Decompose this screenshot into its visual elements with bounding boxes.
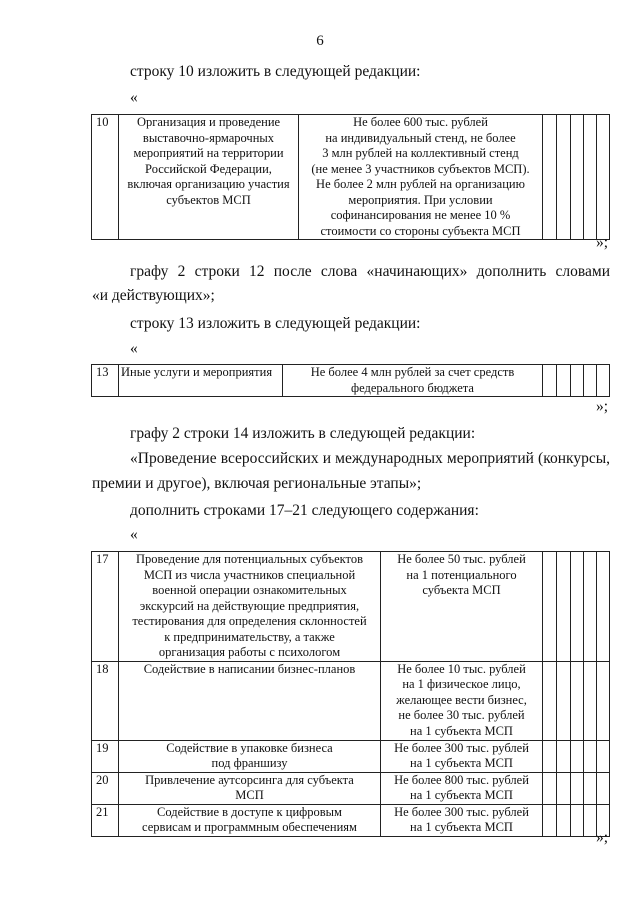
empty-cell — [571, 772, 584, 804]
empty-cell — [584, 804, 597, 836]
instruction-row-12: графу 2 строки 12 после слова «начинающих» дополнить словами — [130, 263, 610, 280]
row-number: 19 — [92, 740, 119, 772]
row-number: 10 — [92, 115, 119, 240]
empty-cell — [597, 365, 610, 397]
empty-cell — [597, 772, 610, 804]
table-row-13 — [91, 364, 610, 397]
table-row-10 — [91, 114, 610, 240]
opening-quote: « — [130, 526, 138, 543]
empty-cell — [571, 115, 584, 240]
empty-cell — [584, 552, 597, 662]
instruction-row-12-cont: «и действующих»; — [92, 287, 215, 304]
row-number: 17 — [92, 552, 119, 662]
empty-cell — [543, 661, 557, 740]
empty-cell — [557, 772, 571, 804]
instruction-row-13: строку 13 изложить в следующей редакции: — [130, 315, 421, 332]
empty-cell — [571, 804, 584, 836]
empty-cell — [584, 661, 597, 740]
instruction-row-14: графу 2 строки 14 изложить в следующей редакции: — [130, 425, 476, 442]
funding-limit: Не более 800 тыс. рублей на 1 субъекта МСП — [381, 772, 543, 804]
empty-cell — [584, 772, 597, 804]
funding-limit: Не более 300 тыс. рублей на 1 субъекта МСП — [381, 804, 543, 836]
measure-name: Привлечение аутсорсинга для субъекта МСП — [119, 772, 381, 804]
row-number: 21 — [92, 804, 119, 836]
empty-cell — [557, 365, 571, 397]
empty-cell — [543, 115, 557, 240]
empty-cell — [557, 804, 571, 836]
empty-cell — [571, 740, 584, 772]
page-number: 6 — [316, 33, 324, 49]
closing-quote: »; — [596, 234, 609, 251]
instruction-row-10: строку 10 изложить в следующей редакции: — [130, 63, 421, 80]
row-number: 20 — [92, 772, 119, 804]
empty-cell — [584, 740, 597, 772]
funding-limit: Не более 10 тыс. рублей на 1 физическое лицо, желающее вести бизнес, не более 30 тыс. рублей на 1 субъекта МСП — [381, 661, 543, 740]
empty-cell — [557, 552, 571, 662]
new-row-14-text-cont: премии и другое), включая региональные этапы»; — [92, 475, 422, 492]
empty-cell — [571, 552, 584, 662]
table-rows-17-21 — [91, 551, 610, 837]
measure-name: Содействие в написании бизнес-планов — [119, 661, 381, 740]
empty-cell — [597, 740, 610, 772]
empty-cell — [557, 115, 571, 240]
measure-name: Организация и проведение выставочно-ярмарочных мероприятий на территории Российской Федерации, включая организацию участия субъектов МСП — [119, 115, 299, 240]
funding-limit: Не более 50 тыс. рублей на 1 потенциального субъекта МСП — [381, 552, 543, 662]
empty-cell — [571, 365, 584, 397]
empty-cell — [543, 365, 557, 397]
measure-name: Проведение для потенциальных субъектов МСП из числа участников специальной военной операции ознакомительных экскурсий на действующие предприятия, тестирования для определения склонностей к предпринимательству, а также организация работы с психологом — [119, 552, 381, 662]
row-number: 18 — [92, 661, 119, 740]
row-number: 13 — [92, 365, 119, 397]
funding-limit: Не более 600 тыс. рублей на индивидуальный стенд, не более 3 млн рублей на коллективный стенд (не менее 3 участников субъектов МСП). Не более 2 млн рублей на организацию мероприятия. При условии софинансирования не менее 10 % стоимости со стороны субъекта МСП — [299, 115, 543, 240]
empty-cell — [543, 552, 557, 662]
instruction-rows-17-21: дополнить строками 17–21 следующего содержания: — [130, 502, 479, 519]
closing-quote: »; — [596, 398, 609, 415]
empty-cell — [557, 740, 571, 772]
empty-cell — [597, 552, 610, 662]
measure-name: Содействие в доступе к цифровым сервисам и программным обеспечениям — [119, 804, 381, 836]
empty-cell — [597, 661, 610, 740]
empty-cell — [543, 740, 557, 772]
new-row-14-text: «Проведение всероссийских и международных мероприятий (конкурсы, — [130, 450, 610, 467]
opening-quote: « — [130, 340, 138, 357]
opening-quote: « — [130, 89, 138, 106]
funding-limit: Не более 4 млн рублей за счет средств федерального бюджета — [283, 365, 543, 397]
measure-name: Иные услуги и мероприятия — [119, 365, 283, 397]
closing-quote: »; — [596, 829, 609, 846]
empty-cell — [597, 115, 610, 240]
funding-limit: Не более 300 тыс. рублей на 1 субъекта МСП — [381, 740, 543, 772]
empty-cell — [571, 661, 584, 740]
empty-cell — [543, 804, 557, 836]
empty-cell — [543, 772, 557, 804]
empty-cell — [584, 365, 597, 397]
empty-cell — [557, 661, 571, 740]
measure-name: Содействие в упаковке бизнеса под франшизу — [119, 740, 381, 772]
empty-cell — [584, 115, 597, 240]
